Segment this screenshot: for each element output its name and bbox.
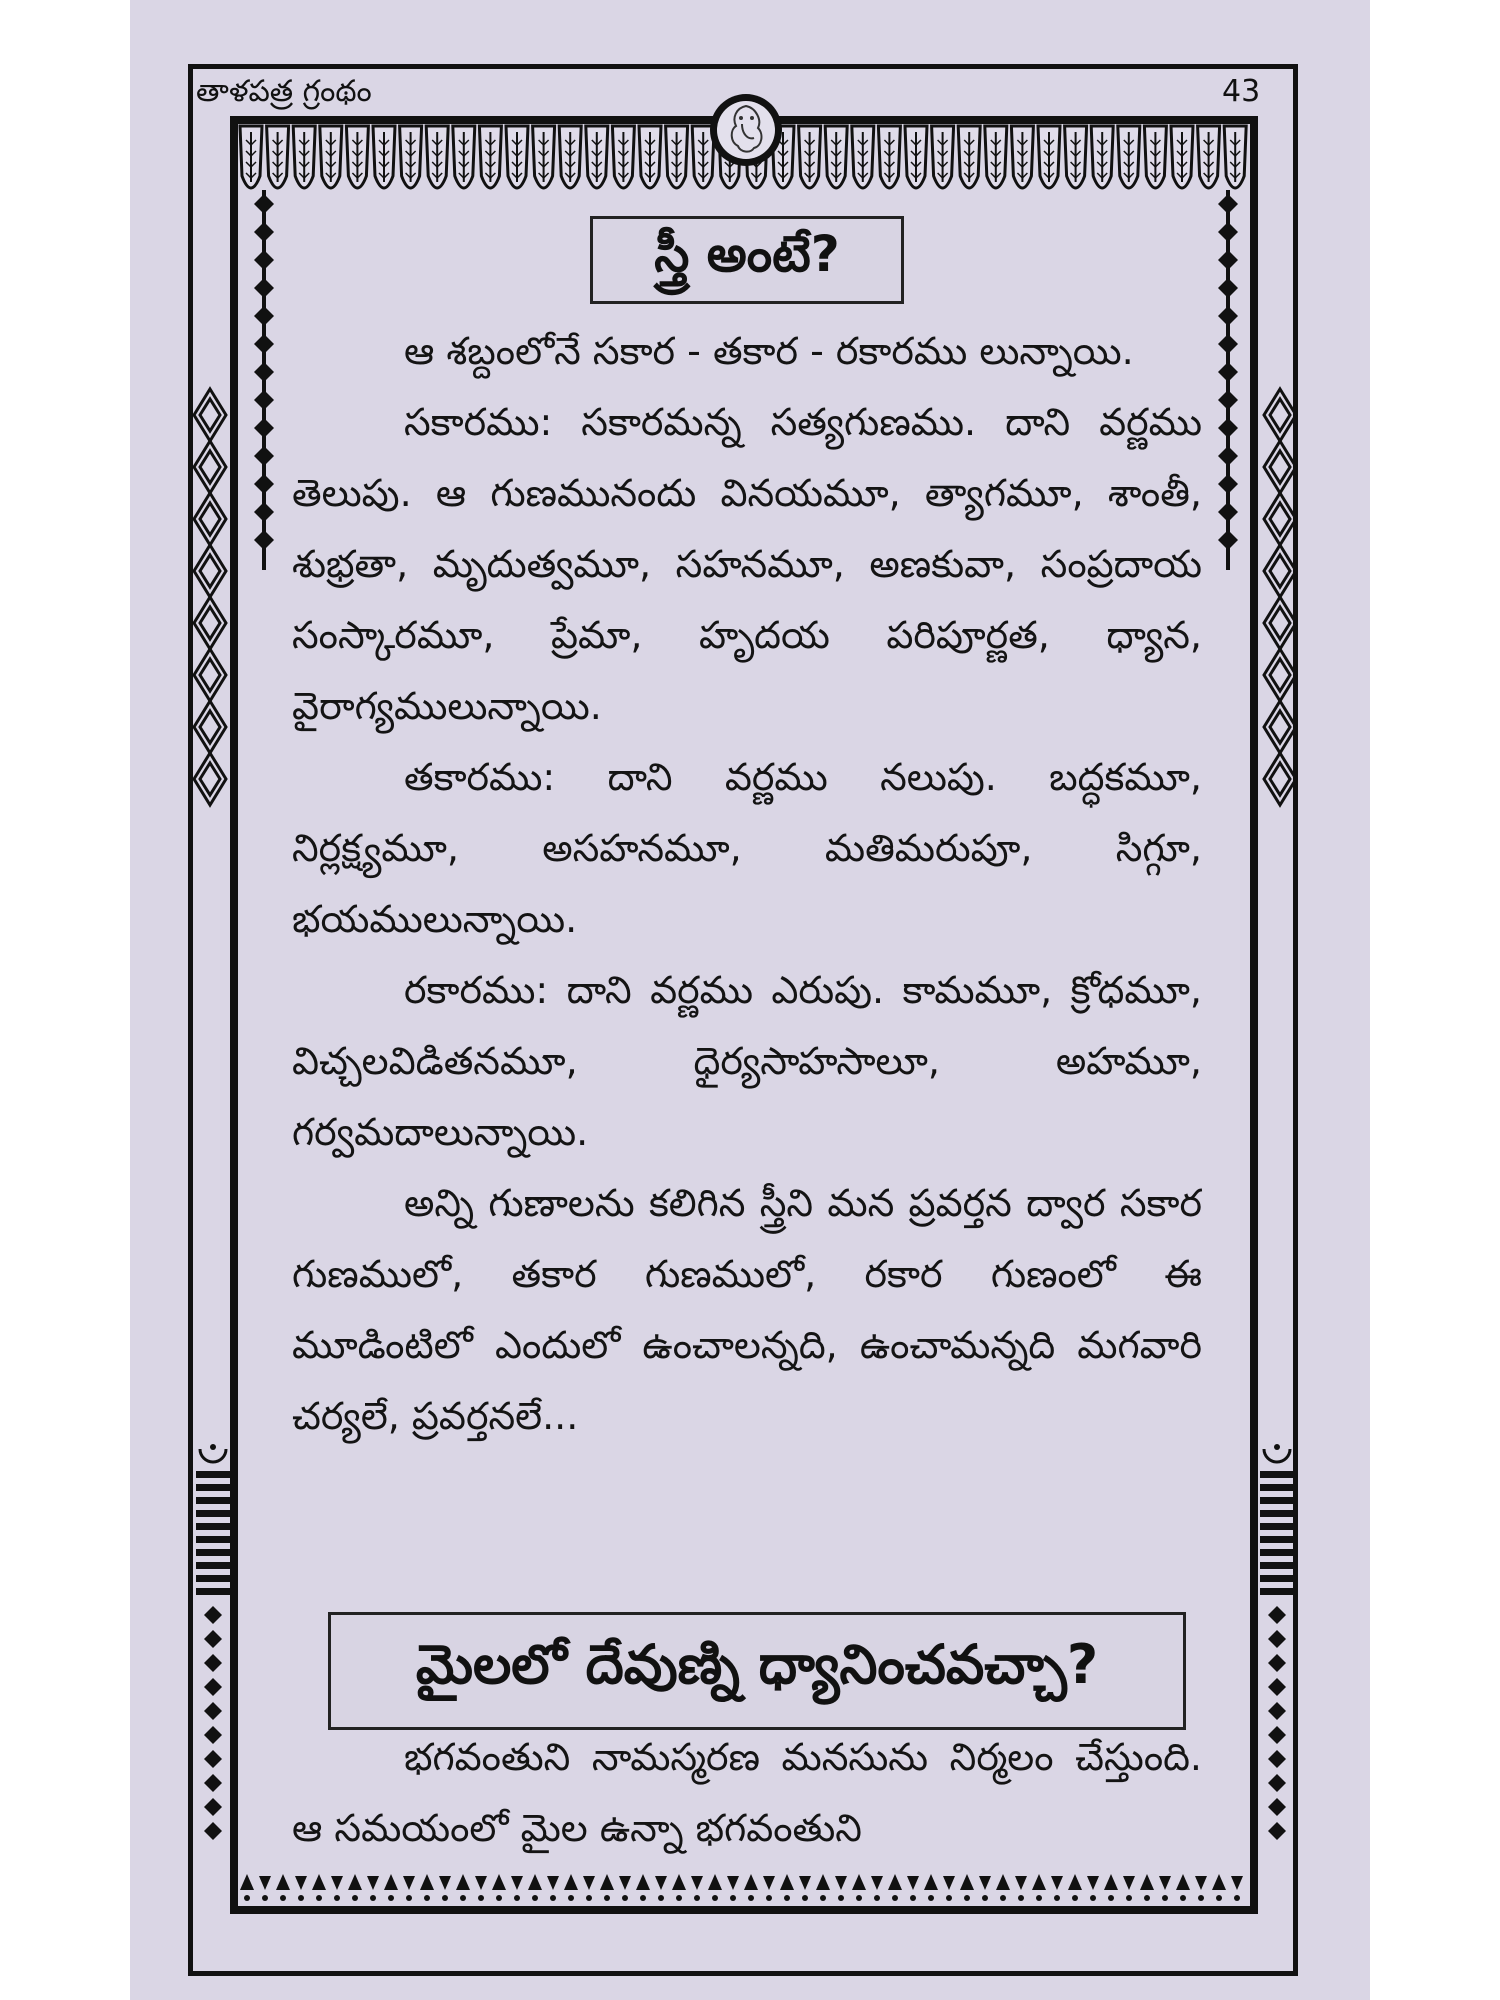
section-heading: మైలలో దేవుణ్ని ధ్యానించవచ్చా? — [415, 1632, 1099, 1696]
vine-leaf-icon — [1218, 474, 1238, 494]
vine-leaf-icon — [1218, 306, 1238, 326]
pillar-bar — [1260, 1588, 1294, 1595]
bead-icon — [852, 1874, 866, 1890]
section-title-box — [590, 216, 904, 304]
leaf-icon — [799, 126, 821, 188]
pillar-bar — [1260, 1536, 1294, 1543]
vine-leaf-icon — [1218, 418, 1238, 438]
leaf-icon — [852, 126, 874, 188]
bead-icon — [547, 1876, 559, 1890]
paragraph: అన్ని గుణాలను కలిగిన స్త్రీని మన ప్రవర్తన ద్వార సకార గుణములో, తకార గుణములో, రకార గుణంలో ఈ మూడింటిలో ఎందులో ఉంచాలన్నది, ఉంచామన్నది మగవారి చర్యలే, ప్రవర్తనలే... — [292, 1181, 1202, 1438]
vine-leaf-icon — [254, 418, 274, 438]
bead-icon — [672, 1874, 686, 1890]
pillar-ornament-icon — [192, 1435, 234, 1855]
leaf-icon — [958, 126, 980, 188]
paragraph: రకారము: దాని వర్ణము ఎరుపు. కామమూ, క్రోధమూ, విచ్చలవిడితనమూ, ధైర్యసాహసాలూ, అహమూ, గర్వమదాలున్నాయి. — [292, 968, 1202, 1154]
leaf-icon — [293, 126, 315, 188]
bead-icon — [240, 1874, 254, 1890]
vine-leaf-icon — [1218, 362, 1238, 382]
pillar-bar — [196, 1562, 230, 1569]
leaf-icon — [346, 126, 368, 188]
bead-icon — [799, 1876, 811, 1890]
ganesha-emblem-icon — [706, 90, 786, 170]
leaf-icon — [426, 126, 448, 188]
vine-leaf-icon — [254, 222, 274, 242]
bead-icon — [1176, 1874, 1190, 1890]
bead-icon — [367, 1876, 379, 1890]
bead-icon — [979, 1876, 991, 1890]
bead-icon — [312, 1874, 326, 1890]
bead-icon — [511, 1876, 523, 1890]
pillar-bar — [196, 1510, 230, 1517]
bead-icon — [960, 1874, 974, 1890]
pillar-bar — [1260, 1562, 1294, 1569]
leaf-icon — [612, 126, 634, 188]
pillar-bar — [196, 1536, 230, 1543]
section-body — [292, 316, 1202, 1452]
leaf-icon — [453, 126, 475, 188]
leaf-icon — [400, 126, 422, 188]
bead-icon — [727, 1876, 739, 1890]
pillar-bar — [1260, 1484, 1294, 1491]
leaf-icon — [586, 126, 608, 188]
paragraph: సకారము: సకారమన్న సత్యగుణము. దాని వర్ణము తెలుపు. ఆ గుణమునందు వినయమూ, త్యాగమూ, శాంతీ, శుభ్రతా, మృదుత్వమూ, సహనమూ, అణకువా, సంప్రదాయ సంస్కారమూ, ప్రేమా, హృదయ పరిపూర్ణత, ధ్యాన, వైరాగ్యములున్నాయి. — [292, 400, 1202, 728]
bead-icon — [600, 1874, 614, 1890]
leaf-icon — [666, 126, 688, 188]
bead-icon — [583, 1876, 595, 1890]
leaf-icon — [506, 126, 528, 188]
vine-leaf-icon — [1218, 446, 1238, 466]
vine-leaf-icon — [1218, 250, 1238, 270]
bead-icon — [331, 1876, 343, 1890]
bead-icon — [420, 1874, 434, 1890]
pillar-bar — [1260, 1471, 1294, 1478]
pillar-bar — [1260, 1497, 1294, 1504]
bead-icon — [1123, 1876, 1135, 1890]
vine-ornament-icon — [1198, 190, 1258, 570]
paragraph: భగవంతుని నామస్మరణ మనసును నిర్మలం చేస్తుంది. ఆ సమయంలో మైల ఉన్నా భగవంతుని — [292, 1735, 1202, 1850]
vine-leaf-icon — [1218, 390, 1238, 410]
leaf-icon — [639, 126, 661, 188]
leaf-icon — [905, 126, 927, 188]
bead-icon — [564, 1874, 578, 1890]
vine-leaf-icon — [254, 446, 274, 466]
vine-leaf-icon — [1218, 530, 1238, 550]
pillar-bar — [196, 1588, 230, 1595]
bead-icon — [655, 1876, 667, 1890]
leaf-icon — [1171, 126, 1193, 188]
diamond-lattice-icon — [1262, 385, 1298, 810]
bead-icon — [528, 1874, 542, 1890]
bead-icon — [1104, 1874, 1118, 1890]
leaf-icon — [1118, 126, 1140, 188]
bead-chain-icon — [238, 1860, 1250, 1906]
leaf-icon — [479, 126, 501, 188]
vine-leaf-icon — [254, 502, 274, 522]
vine-leaf-icon — [254, 250, 274, 270]
vine-leaf-icon — [254, 334, 274, 354]
vine-leaf-icon — [254, 362, 274, 382]
bead-icon — [835, 1876, 847, 1890]
bead-icon — [276, 1874, 290, 1890]
vine-leaf-icon — [1218, 502, 1238, 522]
bead-icon — [1212, 1874, 1226, 1890]
leaf-icon — [1065, 126, 1087, 188]
vine-leaf-icon — [254, 306, 274, 326]
bead-icon — [492, 1874, 506, 1890]
bead-icon — [1140, 1874, 1154, 1890]
page-number: 43 — [1222, 74, 1261, 109]
paragraph: తకారము: దాని వర్ణము నలుపు. బద్ధకమూ, నిర్లక్ష్యమూ, అసహనమూ, మతిమరుపూ, సిగ్గూ, భయములున్నాయి. — [292, 755, 1202, 941]
bead-icon — [1231, 1876, 1243, 1890]
pillar-bar — [1260, 1510, 1294, 1517]
vine-leaf-icon — [254, 390, 274, 410]
bead-icon — [1032, 1874, 1046, 1890]
bead-icon — [384, 1874, 398, 1890]
leaf-icon — [932, 126, 954, 188]
leaf-icon — [559, 126, 581, 188]
vine-leaf-icon — [254, 474, 274, 494]
bead-icon — [871, 1876, 883, 1890]
section-body — [292, 1722, 1202, 1864]
bead-icon — [475, 1876, 487, 1890]
bead-icon — [763, 1876, 775, 1890]
leaf-icon — [825, 126, 847, 188]
leaf-icon — [533, 126, 555, 188]
section-title: స్త్రీ అంటే? — [654, 224, 840, 283]
vine-leaf-icon — [254, 278, 274, 298]
leaf-icon — [1091, 126, 1113, 188]
bead-icon — [907, 1876, 919, 1890]
vine-leaf-icon — [1218, 222, 1238, 242]
bead-icon — [691, 1876, 703, 1890]
pillar-bar — [196, 1575, 230, 1582]
vine-leaf-icon — [1218, 278, 1238, 298]
vine-leaf-icon — [1218, 194, 1238, 214]
leaf-icon — [1198, 126, 1220, 188]
bead-icon — [996, 1874, 1010, 1890]
leaf-icon — [373, 126, 395, 188]
bead-icon — [888, 1874, 902, 1890]
bead-icon — [439, 1876, 451, 1890]
bead-icon — [295, 1876, 307, 1890]
leaf-icon — [1011, 126, 1033, 188]
bead-icon — [636, 1874, 650, 1890]
bead-icon — [816, 1874, 830, 1890]
leaf-icon — [878, 126, 900, 188]
bead-icon — [259, 1876, 271, 1890]
bead-icon — [708, 1874, 722, 1890]
pillar-bar — [196, 1497, 230, 1504]
bead-icon — [1087, 1876, 1099, 1890]
bead-icon — [403, 1876, 415, 1890]
bead-icon — [780, 1874, 794, 1890]
pillar-bar — [196, 1471, 230, 1478]
paragraph: ఆ శబ్దంలోనే సకార - తకార - రకారము లున్నాయి. — [404, 329, 1134, 373]
bead-icon — [744, 1874, 758, 1890]
leaf-icon — [320, 126, 342, 188]
pillar-bar — [196, 1549, 230, 1556]
bead-icon — [456, 1874, 470, 1890]
running-head: తాళపత్ర గ్రంథం — [196, 74, 372, 109]
bead-icon — [1068, 1874, 1082, 1890]
bead-icon — [1195, 1876, 1207, 1890]
bead-icon — [1051, 1876, 1063, 1890]
leaf-icon — [240, 126, 262, 188]
pillar-ornament-icon — [1256, 1435, 1298, 1855]
vine-leaf-icon — [254, 530, 274, 550]
bead-icon — [348, 1874, 362, 1890]
pillar-bar — [1260, 1549, 1294, 1556]
vine-leaf-icon — [1218, 334, 1238, 354]
bead-icon — [1159, 1876, 1171, 1890]
bead-icon — [943, 1876, 955, 1890]
pillar-bar — [1260, 1523, 1294, 1530]
bead-icon — [924, 1874, 938, 1890]
bead-icon — [619, 1876, 631, 1890]
pillar-bar — [196, 1523, 230, 1530]
pillar-bar — [196, 1484, 230, 1491]
diamond-lattice-icon — [192, 385, 228, 810]
leaf-icon — [1038, 126, 1060, 188]
vine-leaf-icon — [254, 194, 274, 214]
vine-ornament-icon — [234, 190, 294, 570]
leaf-icon — [1144, 126, 1166, 188]
pillar-bar — [1260, 1575, 1294, 1582]
leaf-icon — [267, 126, 289, 188]
section-heading-box — [328, 1612, 1186, 1730]
bead-icon — [1015, 1876, 1027, 1890]
leaf-icon — [1224, 126, 1246, 188]
leaf-icon — [985, 126, 1007, 188]
